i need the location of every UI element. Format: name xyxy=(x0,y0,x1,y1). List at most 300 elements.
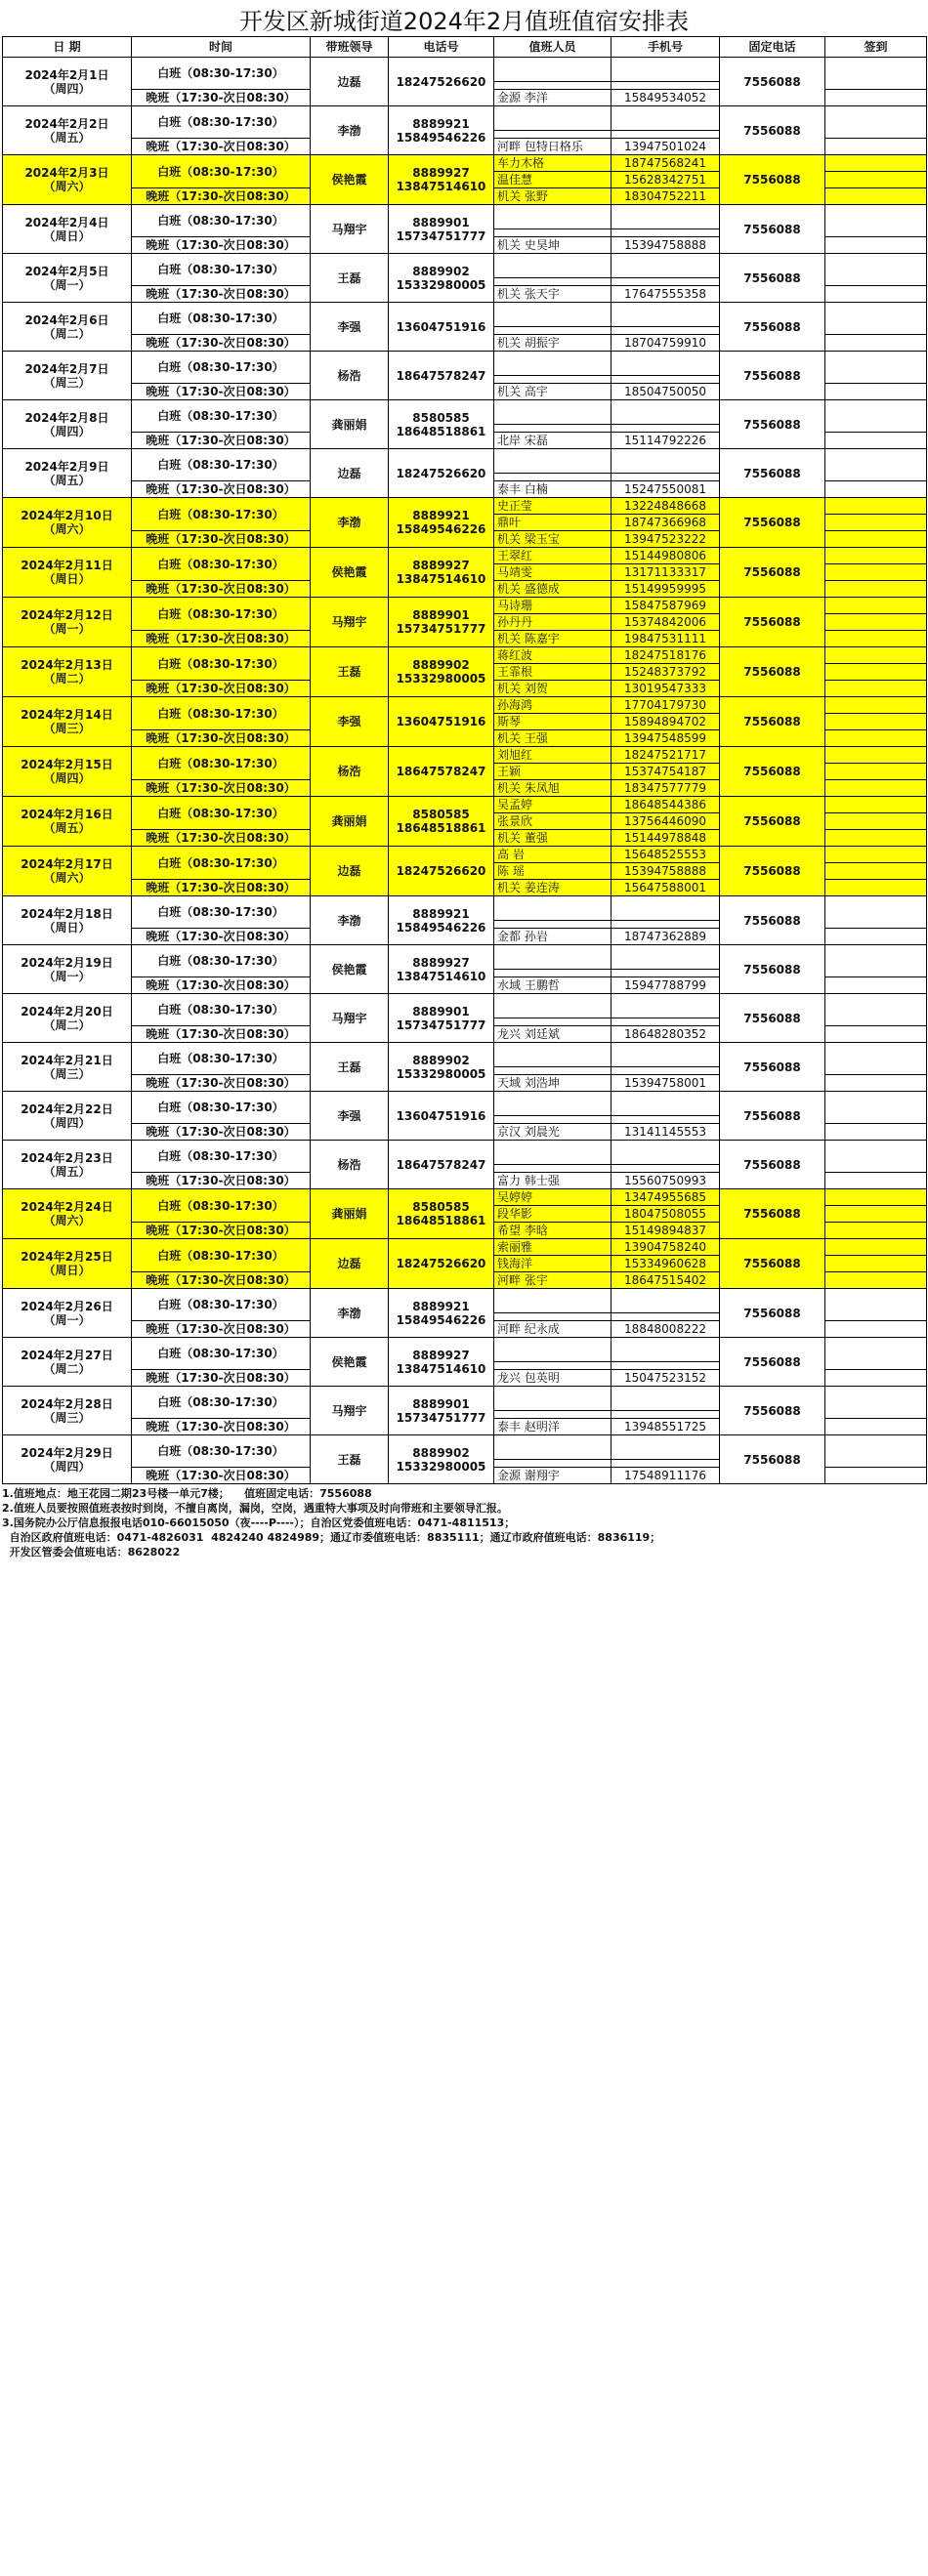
sign-in-cell[interactable] xyxy=(825,303,927,335)
weekday-label: （周二） xyxy=(43,672,91,686)
phone-number: 18647578247 xyxy=(396,765,486,778)
mobile-number: 13904758240 xyxy=(612,1239,720,1256)
staff-name: 张景欣 xyxy=(494,813,612,830)
shift-day: 白班（08:30-17:30） xyxy=(132,847,311,880)
date-label: 2024年2月26日 xyxy=(21,1299,113,1313)
date-cell xyxy=(3,106,132,155)
phone-number: 8889902 xyxy=(412,1445,470,1460)
phone-cell xyxy=(389,896,494,945)
table-row xyxy=(3,155,927,172)
shift-day: 白班（08:30-17:30） xyxy=(132,1338,311,1370)
phone-number: 8889902 xyxy=(412,264,470,278)
shift-day: 白班（08:30-17:30） xyxy=(132,896,311,929)
staff-name: 河畔 包特日格乐 xyxy=(494,139,612,155)
staff-cell xyxy=(494,1092,612,1124)
staff-cell xyxy=(494,945,612,977)
sign-in-cell[interactable] xyxy=(825,598,927,614)
sign-in-cell[interactable] xyxy=(825,1206,927,1223)
shift-night: 晚班（17:30-次日08:30） xyxy=(132,139,311,155)
shift-night: 晚班（17:30-次日08:30） xyxy=(132,1173,311,1189)
fixed-phone-cell: 7556088 xyxy=(720,598,825,647)
shift-day: 白班（08:30-17:30） xyxy=(132,945,311,977)
shift-night: 晚班（17:30-次日08:30） xyxy=(132,1272,311,1289)
sign-in-cell[interactable] xyxy=(825,1338,927,1370)
header-date: 日 期 xyxy=(3,37,132,58)
phone-number: 13604751916 xyxy=(396,715,486,728)
sign-in-cell[interactable] xyxy=(825,813,927,830)
date-label: 2024年2月9日 xyxy=(24,459,109,474)
table-row xyxy=(3,1239,927,1256)
date-cell xyxy=(3,548,132,598)
fixed-phone-cell: 7556088 xyxy=(720,847,825,896)
phone-cell xyxy=(389,797,494,847)
phone-number: 13604751916 xyxy=(396,319,486,334)
weekday-label: （周五） xyxy=(43,1164,91,1179)
sign-in-cell[interactable] xyxy=(825,929,927,945)
sign-in-cell[interactable] xyxy=(825,1124,927,1141)
table-row xyxy=(3,647,927,664)
phone-number: 8889921 xyxy=(412,1299,470,1313)
leader-cell: 边磊 xyxy=(311,1239,389,1289)
shift-day: 白班（08:30-17:30） xyxy=(132,1289,311,1321)
leader-cell: 李渤 xyxy=(311,1289,389,1338)
mobile-number: 15394758888 xyxy=(612,237,720,254)
table-row xyxy=(3,896,927,929)
phone-cell xyxy=(389,697,494,747)
phone-number: 13604751916 xyxy=(396,1108,486,1123)
shift-night: 晚班（17:30-次日08:30） xyxy=(132,188,311,205)
staff-name: 泰丰 赵明洋 xyxy=(494,1419,612,1435)
staff-cell xyxy=(494,1338,612,1370)
sign-in-cell[interactable] xyxy=(825,764,927,780)
date-cell xyxy=(3,647,132,697)
staff-name: 水域 王鹏哲 xyxy=(494,977,612,994)
table-row xyxy=(3,254,927,286)
sign-in-cell[interactable] xyxy=(825,581,927,598)
shift-day: 白班（08:30-17:30） xyxy=(132,697,311,730)
mobile-cell xyxy=(612,1387,720,1419)
shift-day: 白班（08:30-17:30） xyxy=(132,647,311,681)
sign-in-cell[interactable] xyxy=(825,614,927,631)
mobile-number: 15647588001 xyxy=(612,880,720,896)
sign-in-cell[interactable] xyxy=(825,172,927,188)
sign-in-cell[interactable] xyxy=(825,205,927,237)
weekday-label: （周六） xyxy=(43,522,91,536)
fixed-phone-cell: 7556088 xyxy=(720,205,825,254)
fixed-phone-cell: 7556088 xyxy=(720,449,825,498)
shift-day: 白班（08:30-17:30） xyxy=(132,303,311,335)
phone-cell xyxy=(389,155,494,205)
leader-cell: 边磊 xyxy=(311,58,389,106)
sign-in-cell[interactable] xyxy=(825,1387,927,1419)
sign-in-cell[interactable] xyxy=(825,286,927,303)
phone-number: 15849546226 xyxy=(396,920,486,935)
sign-in-cell[interactable] xyxy=(825,896,927,929)
date-cell xyxy=(3,352,132,400)
sign-in-cell[interactable] xyxy=(825,1272,927,1289)
sign-in-cell[interactable] xyxy=(825,697,927,714)
shift-day: 白班（08:30-17:30） xyxy=(132,58,311,90)
sign-in-cell[interactable] xyxy=(825,384,927,400)
shift-night: 晚班（17:30-次日08:30） xyxy=(132,531,311,548)
table-row xyxy=(3,945,927,977)
weekday-label: （周五） xyxy=(43,473,91,487)
staff-name: 马靖雯 xyxy=(494,564,612,581)
note-line: 开发区管委会值班电话：8628022 xyxy=(2,1546,181,1558)
sign-in-cell[interactable] xyxy=(825,1239,927,1256)
weekday-label: （周一） xyxy=(43,969,91,983)
sign-in-cell[interactable] xyxy=(825,863,927,880)
mobile-number: 18747568241 xyxy=(612,155,720,172)
sign-in-cell[interactable] xyxy=(825,188,927,205)
shift-night: 晚班（17:30-次日08:30） xyxy=(132,780,311,797)
shift-night: 晚班（17:30-次日08:30） xyxy=(132,681,311,697)
mobile-number: 13019547333 xyxy=(612,681,720,697)
staff-name: 河畔 张宇 xyxy=(494,1272,612,1289)
shift-day: 白班（08:30-17:30） xyxy=(132,498,311,531)
phone-number: 15332980005 xyxy=(396,277,486,292)
mobile-number: 18704759910 xyxy=(612,335,720,352)
shift-day: 白班（08:30-17:30） xyxy=(132,1092,311,1124)
header-mobile: 手机号 xyxy=(612,37,720,58)
mobile-cell xyxy=(612,205,720,237)
leader-cell: 李强 xyxy=(311,303,389,352)
date-label: 2024年2月12日 xyxy=(21,608,113,622)
mobile-number: 15144978848 xyxy=(612,830,720,847)
staff-cell xyxy=(494,449,612,481)
mobile-number: 15947788799 xyxy=(612,977,720,994)
sign-in-cell[interactable] xyxy=(825,647,927,664)
phone-number: 13847514610 xyxy=(396,180,486,193)
phone-cell xyxy=(389,994,494,1043)
staff-name: 富力 韩士强 xyxy=(494,1173,612,1189)
staff-name: 京汉 刘晨光 xyxy=(494,1124,612,1141)
mobile-number: 15149894837 xyxy=(612,1223,720,1239)
weekday-label: （周一） xyxy=(43,1312,91,1327)
date-cell xyxy=(3,1435,132,1484)
note-line: 2.值班人员要按照值班表按时到岗，不擅自离岗，漏岗，空岗，遇重特大事项及时向带班和主要领导汇报。 xyxy=(2,1502,508,1515)
date-cell xyxy=(3,58,132,106)
shift-day: 白班（08:30-17:30） xyxy=(132,1435,311,1468)
sign-in-cell[interactable] xyxy=(825,1075,927,1092)
shift-night: 晚班（17:30-次日08:30） xyxy=(132,335,311,352)
sign-in-cell[interactable] xyxy=(825,564,927,581)
shift-night: 晚班（17:30-次日08:30） xyxy=(132,1124,311,1141)
header-row xyxy=(3,37,927,58)
note-line: 自治区政府值班电话：0471-4826031 4824240 4824989；通辽市委值班电话：8835111；通辽市政府值班电话：8836119； xyxy=(2,1531,661,1544)
phone-cell xyxy=(389,303,494,352)
mobile-number: 18647515402 xyxy=(612,1272,720,1289)
staff-cell xyxy=(494,205,612,237)
mobile-number: 18047508055 xyxy=(612,1206,720,1223)
staff-name: 机关 胡振宇 xyxy=(494,335,612,352)
phone-cell xyxy=(389,352,494,400)
sign-in-cell[interactable] xyxy=(825,449,927,481)
date-label: 2024年2月24日 xyxy=(21,1200,113,1214)
table-row xyxy=(3,994,927,1026)
sign-in-cell[interactable] xyxy=(825,400,927,433)
mobile-number: 15374842006 xyxy=(612,614,720,631)
sign-in-cell[interactable] xyxy=(825,1043,927,1075)
date-label: 2024年2月10日 xyxy=(21,509,113,522)
table-row xyxy=(3,1189,927,1206)
table-row xyxy=(3,1043,927,1075)
weekday-label: （周日） xyxy=(43,572,91,586)
shift-day: 白班（08:30-17:30） xyxy=(132,994,311,1026)
sign-in-cell[interactable] xyxy=(825,1419,927,1435)
staff-name: 高 岩 xyxy=(494,847,612,863)
phone-number: 8889927 xyxy=(412,559,470,572)
weekday-label: （周三） xyxy=(43,375,91,390)
sign-in-cell[interactable] xyxy=(825,977,927,994)
weekday-label: （周六） xyxy=(43,1214,91,1227)
mobile-cell xyxy=(612,303,720,335)
staff-name: 机关 盛德成 xyxy=(494,581,612,598)
fixed-phone-cell: 7556088 xyxy=(720,548,825,598)
sign-in-cell[interactable] xyxy=(825,1435,927,1468)
date-cell xyxy=(3,1043,132,1092)
phone-number: 8889902 xyxy=(412,1053,470,1067)
shift-night: 晚班（17:30-次日08:30） xyxy=(132,90,311,106)
shift-day: 白班（08:30-17:30） xyxy=(132,205,311,237)
sign-in-cell[interactable] xyxy=(825,139,927,155)
date-label: 2024年2月15日 xyxy=(21,758,113,771)
shift-night: 晚班（17:30-次日08:30） xyxy=(132,237,311,254)
staff-name: 希望 李晗 xyxy=(494,1223,612,1239)
sign-in-cell[interactable] xyxy=(825,1189,927,1206)
sign-in-cell[interactable] xyxy=(825,631,927,647)
phone-number: 13847514610 xyxy=(396,1361,486,1376)
phone-number: 15849546226 xyxy=(396,522,486,536)
weekday-label: （周三） xyxy=(43,1410,91,1425)
phone-number: 15332980005 xyxy=(396,1459,486,1474)
fixed-phone-cell: 7556088 xyxy=(720,352,825,400)
date-label: 2024年2月19日 xyxy=(21,955,113,970)
sign-in-cell[interactable] xyxy=(825,1468,927,1484)
date-cell xyxy=(3,1387,132,1435)
fixed-phone-cell: 7556088 xyxy=(720,303,825,352)
staff-name: 索丽雅 xyxy=(494,1239,612,1256)
sign-in-cell[interactable] xyxy=(825,664,927,681)
leader-cell: 王磊 xyxy=(311,254,389,303)
sign-in-cell[interactable] xyxy=(825,90,927,106)
sign-in-cell[interactable] xyxy=(825,58,927,90)
date-label: 2024年2月8日 xyxy=(24,410,109,425)
staff-cell xyxy=(494,1387,612,1419)
phone-number: 15332980005 xyxy=(396,672,486,686)
staff-name: 龙兴 刘廷斌 xyxy=(494,1026,612,1043)
fixed-phone-cell: 7556088 xyxy=(720,1435,825,1484)
weekday-label: （周五） xyxy=(43,821,91,835)
date-cell xyxy=(3,697,132,747)
phone-number: 13847514610 xyxy=(396,969,486,983)
date-label: 2024年2月28日 xyxy=(21,1396,113,1411)
fixed-phone-cell: 7556088 xyxy=(720,945,825,994)
phone-cell xyxy=(389,1289,494,1338)
sign-in-cell[interactable] xyxy=(825,945,927,977)
staff-name: 吴婷婷 xyxy=(494,1189,612,1206)
mobile-number: 15114792226 xyxy=(612,433,720,449)
phone-cell xyxy=(389,58,494,106)
leader-cell: 杨浩 xyxy=(311,747,389,797)
mobile-cell xyxy=(612,58,720,90)
sign-in-cell[interactable] xyxy=(825,747,927,764)
staff-name: 机关 张野 xyxy=(494,188,612,205)
sign-in-cell[interactable] xyxy=(825,1092,927,1124)
sign-in-cell[interactable] xyxy=(825,1289,927,1321)
fixed-phone-cell: 7556088 xyxy=(720,254,825,303)
phone-number: 8580585 xyxy=(412,808,470,821)
weekday-label: （周日） xyxy=(43,1264,91,1277)
mobile-number: 17704179730 xyxy=(612,697,720,714)
date-label: 2024年2月17日 xyxy=(21,857,113,871)
sign-in-cell[interactable] xyxy=(825,1026,927,1043)
shift-day: 白班（08:30-17:30） xyxy=(132,352,311,384)
staff-name: 机关 刘贺 xyxy=(494,681,612,697)
mobile-number: 15560750993 xyxy=(612,1173,720,1189)
date-cell xyxy=(3,1289,132,1338)
fixed-phone-cell: 7556088 xyxy=(720,1338,825,1387)
fixed-phone-cell: 7556088 xyxy=(720,1092,825,1141)
weekday-label: （周二） xyxy=(43,326,91,341)
sign-in-cell[interactable] xyxy=(825,681,927,697)
sign-in-cell[interactable] xyxy=(825,730,927,747)
mobile-number: 15149959995 xyxy=(612,581,720,598)
phone-number: 15849546226 xyxy=(396,1312,486,1327)
sign-in-cell[interactable] xyxy=(825,1173,927,1189)
sign-in-cell[interactable] xyxy=(825,531,927,548)
staff-cell xyxy=(494,994,612,1026)
sign-in-cell[interactable] xyxy=(825,548,927,564)
sign-in-cell[interactable] xyxy=(825,1256,927,1272)
shift-day: 白班（08:30-17:30） xyxy=(132,548,311,581)
sign-in-cell[interactable] xyxy=(825,847,927,863)
phone-cell xyxy=(389,254,494,303)
sign-in-cell[interactable] xyxy=(825,1321,927,1338)
sign-in-cell[interactable] xyxy=(825,994,927,1026)
shift-night: 晚班（17:30-次日08:30） xyxy=(132,1223,311,1239)
date-cell xyxy=(3,498,132,548)
sign-in-cell[interactable] xyxy=(825,1141,927,1173)
weekday-label: （周三） xyxy=(43,1066,91,1081)
staff-cell xyxy=(494,254,612,286)
date-cell xyxy=(3,747,132,797)
fixed-phone-cell: 7556088 xyxy=(720,797,825,847)
sign-in-cell[interactable] xyxy=(825,237,927,254)
leader-cell: 李强 xyxy=(311,697,389,747)
phone-cell xyxy=(389,449,494,498)
sign-in-cell[interactable] xyxy=(825,433,927,449)
sign-in-cell[interactable] xyxy=(825,254,927,286)
fixed-phone-cell: 7556088 xyxy=(720,1239,825,1289)
phone-number: 8889901 xyxy=(412,215,470,229)
fixed-phone-cell: 7556088 xyxy=(720,498,825,548)
sign-in-cell[interactable] xyxy=(825,481,927,498)
staff-cell xyxy=(494,1289,612,1321)
table-row xyxy=(3,548,927,564)
phone-number: 18247526620 xyxy=(396,1257,486,1270)
sign-in-cell[interactable] xyxy=(825,880,927,896)
phone-cell xyxy=(389,1435,494,1484)
date-cell xyxy=(3,896,132,945)
shift-day: 白班（08:30-17:30） xyxy=(132,747,311,780)
date-cell xyxy=(3,797,132,847)
date-cell xyxy=(3,449,132,498)
staff-name: 吴孟婷 xyxy=(494,797,612,813)
header-sign: 签到 xyxy=(825,37,927,58)
date-cell xyxy=(3,155,132,205)
leader-cell: 王磊 xyxy=(311,1043,389,1092)
phone-number: 18247526620 xyxy=(396,864,486,878)
staff-name: 机关 梁玉宝 xyxy=(494,531,612,548)
staff-cell xyxy=(494,106,612,139)
phone-number: 8889921 xyxy=(412,509,470,522)
phone-number: 15332980005 xyxy=(396,1066,486,1081)
mobile-number: 13141145553 xyxy=(612,1124,720,1141)
sign-in-cell[interactable] xyxy=(825,714,927,730)
sign-in-cell[interactable] xyxy=(825,1223,927,1239)
staff-name: 王翠红 xyxy=(494,548,612,564)
date-label: 2024年2月1日 xyxy=(24,67,109,82)
mobile-number: 13474955685 xyxy=(612,1189,720,1206)
sign-in-cell[interactable] xyxy=(825,106,927,139)
sign-in-cell[interactable] xyxy=(825,797,927,813)
phone-number: 8889901 xyxy=(412,1396,470,1411)
phone-number: 8889921 xyxy=(412,906,470,921)
staff-name: 机关 张天宇 xyxy=(494,286,612,303)
sign-in-cell[interactable] xyxy=(825,830,927,847)
mobile-cell xyxy=(612,1289,720,1321)
sign-in-cell[interactable] xyxy=(825,335,927,352)
shift-night: 晚班（17:30-次日08:30） xyxy=(132,730,311,747)
mobile-number: 13171133317 xyxy=(612,564,720,581)
date-label: 2024年2月7日 xyxy=(24,361,109,376)
mobile-number: 15248373792 xyxy=(612,664,720,681)
weekday-label: （周二） xyxy=(43,1361,91,1376)
staff-name: 王颖 xyxy=(494,764,612,780)
leader-cell: 马翔宇 xyxy=(311,598,389,647)
sign-in-cell[interactable] xyxy=(825,515,927,531)
date-cell xyxy=(3,1338,132,1387)
mobile-number: 15047523152 xyxy=(612,1370,720,1387)
shift-night: 晚班（17:30-次日08:30） xyxy=(132,286,311,303)
phone-number: 18247526620 xyxy=(396,466,486,480)
date-cell xyxy=(3,400,132,449)
sign-in-cell[interactable] xyxy=(825,780,927,797)
sign-in-cell[interactable] xyxy=(825,155,927,172)
sign-in-cell[interactable] xyxy=(825,1370,927,1387)
phone-cell xyxy=(389,1043,494,1092)
table-row xyxy=(3,1289,927,1321)
shift-night: 晚班（17:30-次日08:30） xyxy=(132,1026,311,1043)
phone-cell xyxy=(389,847,494,896)
weekday-label: （周四） xyxy=(43,771,91,785)
mobile-number: 13947548599 xyxy=(612,730,720,747)
sign-in-cell[interactable] xyxy=(825,498,927,515)
sign-in-cell[interactable] xyxy=(825,352,927,384)
phone-number: 18648518861 xyxy=(396,1214,486,1227)
staff-name: 史正莹 xyxy=(494,498,612,515)
mobile-cell xyxy=(612,1435,720,1468)
table-row xyxy=(3,106,927,139)
mobile-number: 13756446090 xyxy=(612,813,720,830)
leader-cell: 李强 xyxy=(311,1092,389,1141)
leader-cell: 龚丽娟 xyxy=(311,797,389,847)
mobile-cell xyxy=(612,945,720,977)
mobile-cell xyxy=(612,1338,720,1370)
mobile-number: 18648280352 xyxy=(612,1026,720,1043)
header-leader: 带班领导 xyxy=(311,37,389,58)
